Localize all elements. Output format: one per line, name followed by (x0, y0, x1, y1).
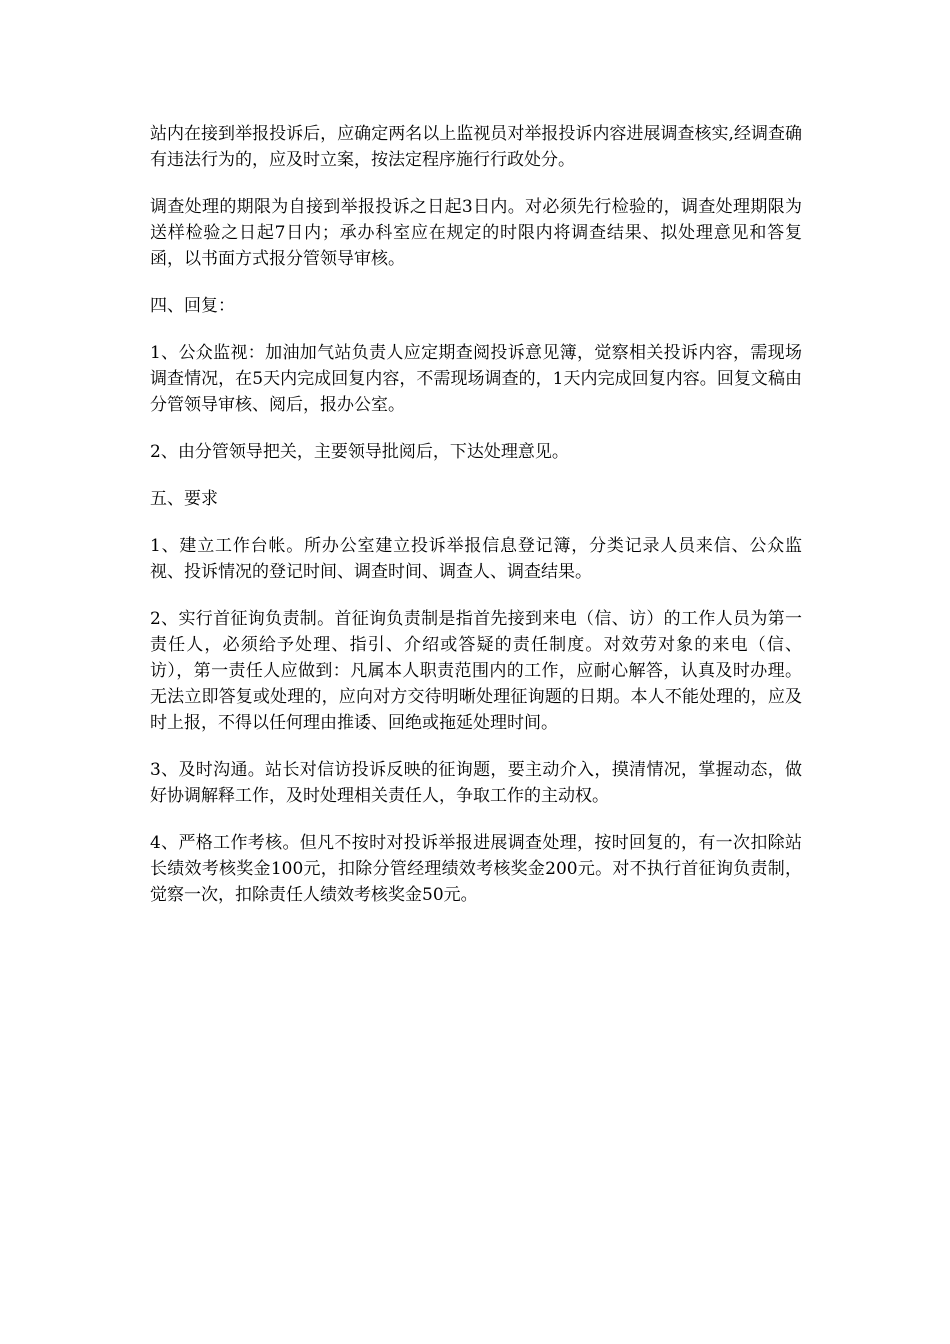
paragraph-requirement-4: 4、严格工作考核。但凡不按时对投诉举报进展调查处理，按时回复的，有一次扣除站长绩效考核奖金100元，扣除分管经理绩效考核奖金200元。对不执行首征询负责制，觉察一次，扣除责任人绩效考核奖金50元。 (150, 833, 802, 905)
paragraph-reply-1: 1、公众监视：加油加气站负责人应定期查阅投诉意见簿，觉察相关投诉内容，需现场调查情况，在5天内完成回复内容，不需现场调查的，1天内完成回复内容。回复文稿由分管领导审核、阅后，报办公室。 (150, 343, 802, 415)
section-heading-reply: 四、回复： (150, 296, 235, 316)
document-body (150, 121, 802, 929)
section-heading-requirements: 五、要求 (150, 489, 218, 509)
paragraph-reply-2: 2、由分管领导把关，主要领导批阅后，下达处理意见。 (150, 442, 569, 462)
paragraph-time-limit: 调查处理的期限为自接到举报投诉之日起3日内。对必须先行检验的，调查处理期限为送样检验之日起7日内；承办科室应在规定的时限内将调查结果、拟处理意见和答复函，以书面方式报分管领导审核。 (150, 197, 802, 269)
paragraph-requirement-3: 3、及时沟通。站长对信访投诉反映的征询题，要主动介入，摸清情况，掌握动态，做好协调解释工作，及时处理相关责任人，争取工作的主动权。 (150, 760, 802, 806)
paragraph-investigation: 站内在接到举报投诉后，应确定两名以上监视员对举报投诉内容进展调查核实,经调查确有违法行为的，应及时立案，按法定程序施行行政处分。 (150, 124, 802, 170)
paragraph-requirement-2: 2、实行首征询负责制。首征询负责制是指首先接到来电（信、访）的工作人员为第一责任人，必须给予处理、指引、介绍或答疑的责任制度。对效劳对象的来电（信、访），第一责任人应做到：凡属本人职责范围内的工作，应耐心解答，认真及时办理。无法立即答复或处理的，应向对方交待明晰处理征询题的日期。本人不能处理的，应及时上报，不得以任何理由推诿、回绝或拖延处理时间。 (150, 609, 802, 733)
paragraph-requirement-1: 1、建立工作台帐。所办公室建立投诉举报信息登记簿，分类记录人员来信、公众监视、投诉情况的登记时间、调查时间、调查人、调查结果。 (150, 536, 802, 582)
